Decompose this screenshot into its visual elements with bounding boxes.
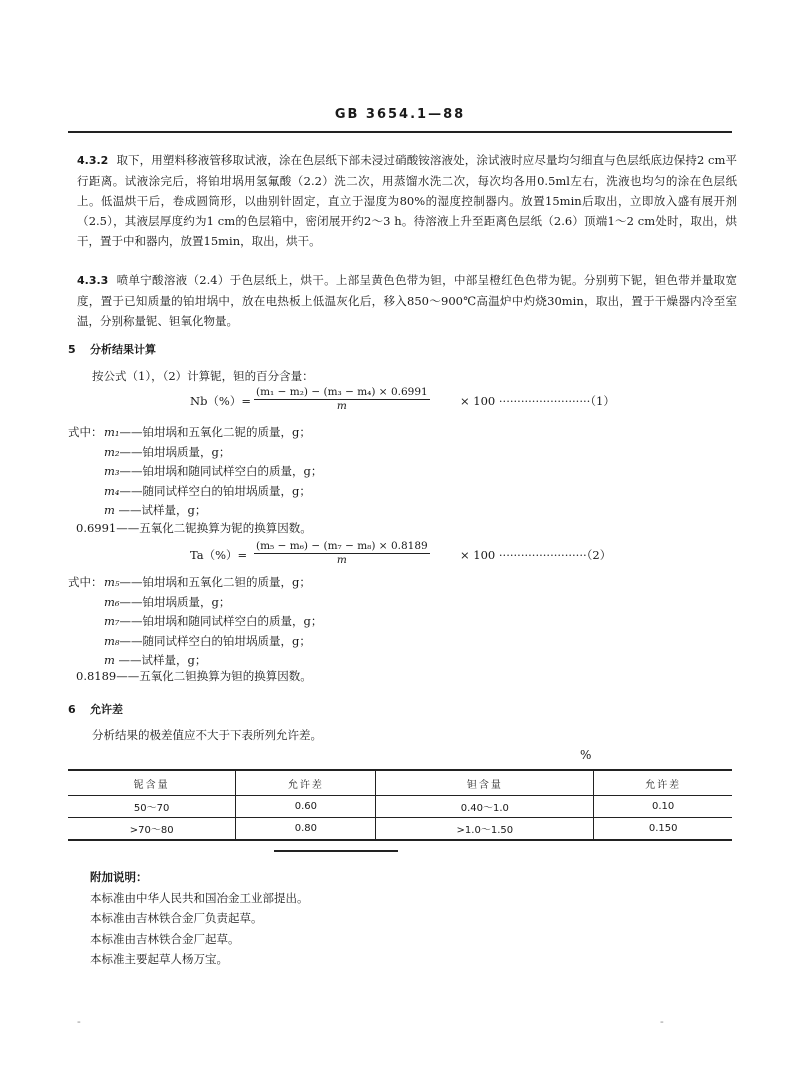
formula-numerator: (m₅ − m₆) − (m₇ − m₈) × 0.8189: [256, 540, 428, 552]
section-title: 允许差: [90, 703, 123, 716]
column-header: 允许差: [594, 770, 732, 796]
notes-line: 本标准由中华人民共和国冶金工业部提出。: [90, 890, 309, 905]
notes-title: 附加说明：: [90, 870, 148, 884]
variable-description: ——铂坩埚和随同试样空白的质量，g；: [119, 464, 323, 478]
variable-definition: [104, 652, 206, 668]
variable-description: ——铂坩埚质量，g；: [119, 444, 231, 459]
table-cell: 50～70: [68, 796, 236, 818]
variable-symbol: m: [104, 503, 115, 517]
variable-definition: [104, 633, 311, 649]
section-5-intro: 按公式（1），（2）计算铌，钽的百分含量：: [92, 369, 314, 383]
formula-lhs: Ta（%）=: [190, 548, 248, 562]
variable-description: ——随同试样空白的铂坩埚质量，g；: [119, 483, 311, 498]
variable-description: ——铂坩埚和随同试样空白的质量，g；: [119, 614, 323, 628]
variable-definition: [104, 613, 322, 629]
notes-line: 本标准主要起草人杨万宝。: [90, 952, 228, 966]
variable-definition: [104, 444, 230, 460]
variable-definition: [104, 502, 206, 518]
variable-symbol: m₄: [104, 483, 120, 498]
variable-definition: [104, 594, 230, 610]
variable-symbol: m₃: [104, 464, 120, 478]
end-rule: [274, 850, 398, 852]
table-cell: >70～80: [68, 818, 236, 841]
table-cell: 0.150: [594, 818, 732, 841]
variable-definition: [104, 424, 311, 440]
variable-symbol: m₁: [104, 425, 120, 439]
header-rule: [68, 131, 732, 133]
conversion-factor-niobium: 0.6991——五氧化二铌换算为铌的换算因数。: [76, 521, 312, 535]
formula-numerator: (m₁ − m₂) − (m₃ − m₄) × 0.6991: [256, 386, 428, 398]
column-header: 允许差: [236, 770, 376, 796]
formula-tail: × 100 ························（2）: [460, 548, 612, 562]
table-cell: 0.40～1.0: [376, 796, 594, 818]
scan-mark: -: [660, 1015, 664, 1028]
table-header-row: [68, 770, 732, 796]
formula-niobium: [190, 386, 615, 418]
variable-symbol: m₆: [104, 594, 120, 609]
formula-denominator: m: [336, 554, 347, 566]
variable-definition: [104, 463, 322, 479]
section-title: 分析结果计算: [90, 343, 156, 356]
clause-4-3-3: [77, 270, 737, 331]
column-header: 铌含量: [68, 770, 236, 796]
variable-description: ——试样量，g；: [114, 653, 207, 667]
clause-text: 喷单宁酸溶液（2.4）于色层纸上，烘干。上部呈黄色色带为钽，中部呈橙红色色带为铌。分别剪下铌，钽色带并量取宽度，置于已知质量的铂坩埚中，放在电热板上低温灰化后，移入850～900℃高温炉中灼烧30min，取出，置于干燥器内冷至室温，分别称量铌、钽氧化物量。: [77, 273, 737, 328]
conversion-factor-tantalum: 0.8189——五氧化二钽换算为钽的换算因数。: [76, 669, 312, 683]
variable-symbol: m₇: [104, 614, 120, 628]
unit-label: %: [580, 748, 592, 762]
formula-tantalum: [190, 540, 610, 572]
table-cell: 0.60: [236, 796, 376, 818]
table-row: [68, 818, 732, 841]
clause-text: 取下，用塑料移液管移取试液，涂在色层纸下部未浸过硝酸铵溶液处，涂试液时应尽量均匀细直与色层纸底边保持2 cm平行距离。试液涂完后，将铂坩埚用氢氟酸（2.2）洗二次，用蒸馏水洗二次，每次均各用0.5ml左右，洗液也均匀的涂在色层纸上。低温烘干后，卷成圆筒形，以曲别针固定，直立于湿度为80%的湿度控制器内。放置15min后取出，立即放入盛有展开剂（2.5），其液层厚度约为1 cm的色层箱中，密闭展开约2～3 h。待溶液上升至距离色层纸（2.6）顶端1～2 cm处时，取出，烘干，置于中和器内，放置15min，取出，烘干。: [77, 153, 737, 248]
variable-description: ——试样量，g；: [114, 503, 207, 517]
variable-description: ——随同试样空白的铂坩埚质量，g；: [119, 633, 311, 648]
clause-4-3-2: [77, 150, 737, 251]
section-number: 5: [68, 343, 76, 356]
formula-fraction: [254, 386, 430, 412]
formula-fraction: [254, 540, 430, 566]
variable-description: ——铂坩埚和五氧化二铌的质量，g；: [119, 425, 311, 439]
additional-notes: [90, 867, 309, 970]
clause-number: 4.3.2: [77, 154, 109, 167]
notes-line: 本标准由吉林铁合金厂起草。: [90, 931, 240, 946]
variable-symbol: m: [104, 653, 115, 667]
formula-tail: × 100 ·························（1）: [460, 394, 615, 408]
formula-lhs: Nb（%）=: [190, 394, 251, 408]
scan-mark: -: [77, 1015, 81, 1028]
variable-definition: [104, 574, 311, 590]
table-cell: 0.80: [236, 818, 376, 841]
variable-description: ——铂坩埚和五氧化二钽的质量，g；: [119, 575, 311, 589]
tolerance-table: [68, 769, 732, 841]
standard-number-header: GB 3654.1—88: [334, 107, 466, 122]
variable-symbol: m₂: [104, 444, 120, 459]
variable-definition: [104, 483, 311, 499]
variable-symbol: m₈: [104, 633, 120, 648]
variable-description: ——铂坩埚质量，g；: [119, 594, 231, 609]
notes-line: 本标准由吉林铁合金厂负责起草。: [90, 911, 263, 925]
section-number: 6: [68, 703, 76, 716]
column-header: 钽含量: [376, 770, 594, 796]
section-6-intro: 分析结果的极差值应不大于下表所列允许差。: [92, 728, 322, 742]
where-label: 式中：: [68, 425, 103, 439]
section-5-heading: [68, 341, 156, 357]
clause-number: 4.3.3: [77, 274, 109, 287]
variable-symbol: m₅: [104, 575, 120, 589]
table-cell: >1.0～1.50: [376, 818, 594, 841]
table-cell: 0.10: [594, 796, 732, 818]
where-label: 式中：: [68, 575, 103, 589]
table-row: [68, 796, 732, 818]
section-6-heading: [68, 701, 123, 717]
formula-denominator: m: [336, 400, 347, 412]
